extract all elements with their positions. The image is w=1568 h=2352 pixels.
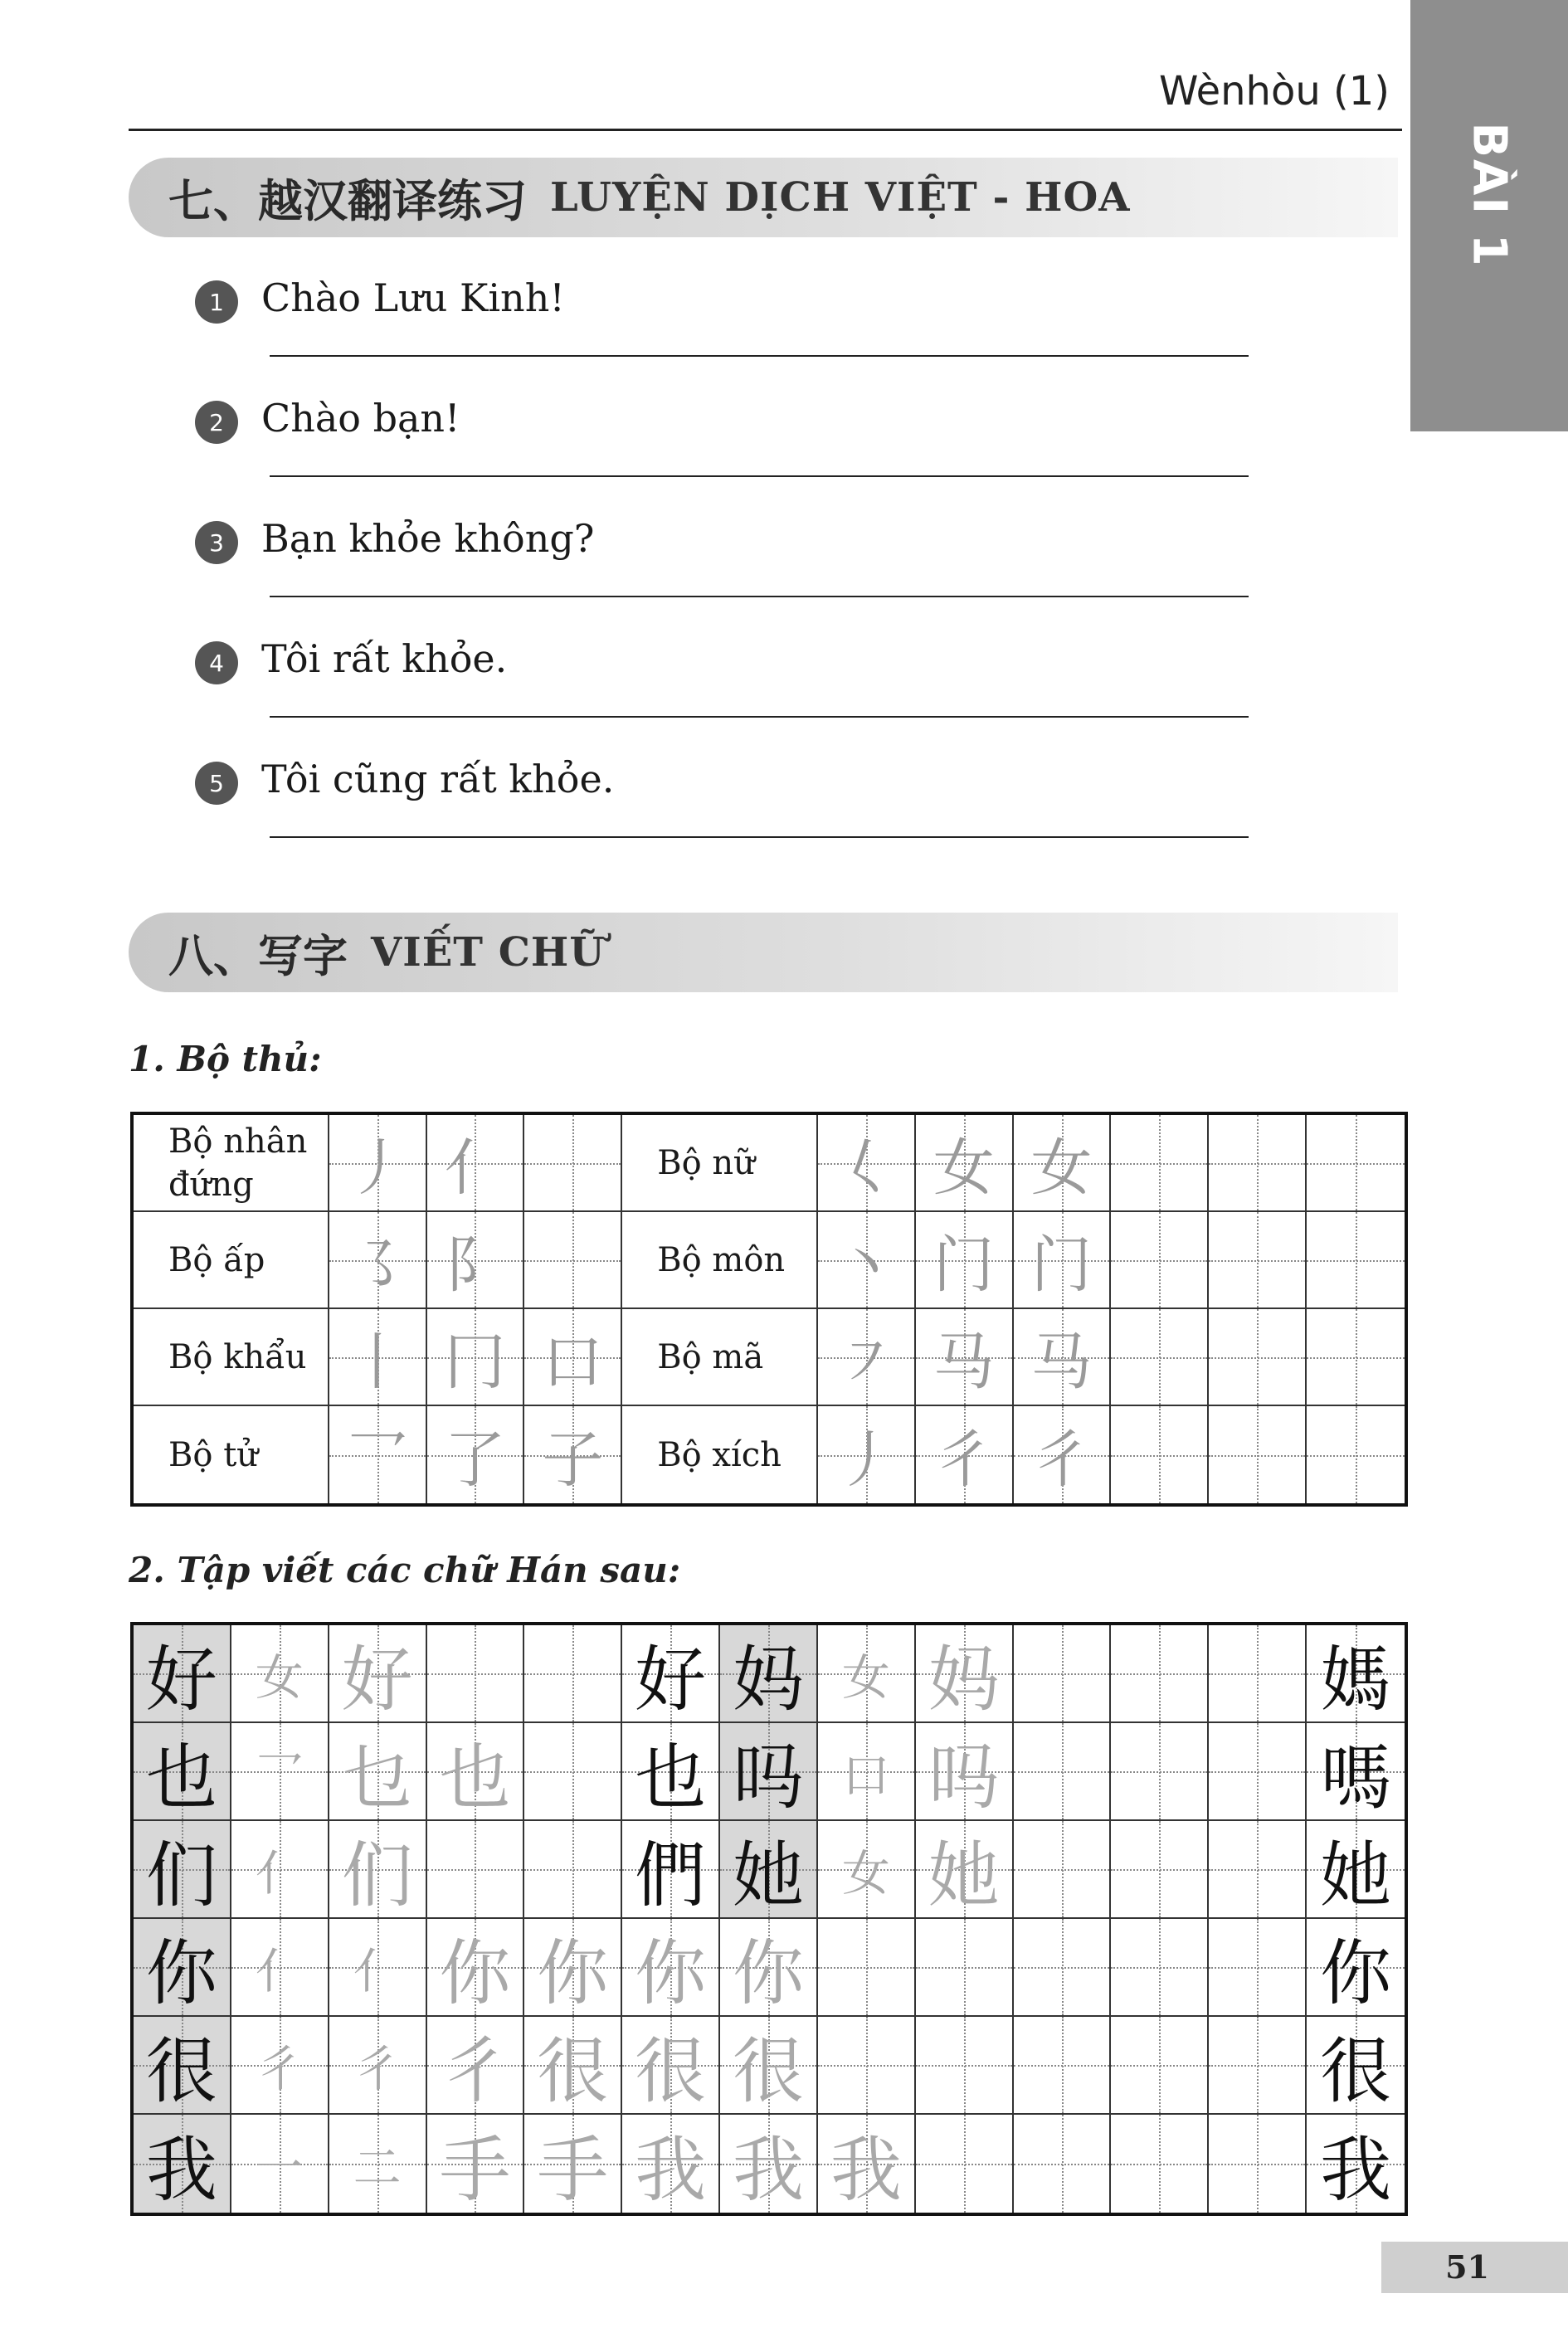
hanzi-cell[interactable]	[916, 1821, 1014, 1919]
hanzi-cell[interactable]	[622, 1919, 720, 2017]
hanzi-cell[interactable]	[1307, 1625, 1405, 1723]
practice-cell[interactable]	[1111, 1212, 1209, 1309]
stroke-order-glyph: 马	[933, 1326, 995, 1398]
practice-cell[interactable]	[1014, 1625, 1112, 1723]
item-sentence: Tôi cũng rất khỏe.	[261, 757, 615, 801]
trace-character: 口	[841, 1747, 890, 1804]
hanzi-cell[interactable]	[329, 1625, 427, 1723]
answer-line[interactable]	[270, 836, 1249, 838]
trace-character: 也	[439, 1736, 511, 1819]
stroke-order-glyph: 阝	[444, 1229, 506, 1301]
item-sentence: Tôi rất khỏe.	[261, 636, 508, 681]
practice-cell[interactable]	[916, 2115, 1014, 2213]
model-character: 嗎	[1320, 1736, 1392, 1819]
hanzi-cell[interactable]	[622, 1821, 720, 1919]
trace-character: 很	[537, 2030, 609, 2113]
practice-cell[interactable]	[1209, 1723, 1307, 1821]
practice-cell[interactable]	[1209, 2017, 1307, 2115]
header-title: Wènhòu (1)	[1158, 68, 1390, 114]
trace-character: 她	[928, 1834, 1000, 1917]
section-7-title-zh: 七、越汉翻译练习	[168, 174, 527, 227]
hanzi-cell[interactable]	[720, 2017, 818, 2115]
hanzi-cell[interactable]	[818, 2115, 916, 2213]
model-character: 你	[1320, 1932, 1392, 2015]
hanzi-cell[interactable]	[1307, 2017, 1405, 2115]
stroke-cell[interactable]	[1014, 1406, 1112, 1503]
stroke-order-glyph: 丿	[346, 1132, 408, 1204]
hanzi-cell[interactable]	[818, 1625, 916, 1723]
trace-character: 你	[439, 1932, 511, 2015]
stroke-cell[interactable]	[1014, 1212, 1112, 1309]
page-number: 51	[1445, 2248, 1489, 2286]
hanzi-cell[interactable]	[720, 1625, 818, 1723]
hanzi-cell[interactable]	[231, 2115, 329, 2213]
model-character: 你	[145, 1932, 217, 2015]
stroke-order-glyph: 门	[933, 1229, 995, 1301]
practice-cell[interactable]	[1307, 1212, 1405, 1309]
hanzi-practice-grid	[130, 1622, 1408, 2216]
stroke-cell[interactable]	[1014, 1115, 1112, 1212]
answer-line[interactable]	[270, 355, 1249, 357]
trace-character: 我	[635, 2129, 707, 2212]
practice-cell[interactable]	[427, 1625, 525, 1723]
trace-character: 二	[353, 2140, 402, 2196]
practice-cell[interactable]	[1209, 1625, 1307, 1723]
answer-line[interactable]	[270, 716, 1249, 718]
radical-label: Bộ ấp	[134, 1212, 329, 1309]
stroke-cell[interactable]	[427, 1115, 525, 1212]
section-7-banner	[129, 158, 1398, 237]
hanzi-cell[interactable]	[427, 2115, 525, 2213]
model-character: 很	[1320, 2030, 1392, 2113]
model-character: 也	[635, 1736, 707, 1819]
hanzi-cell[interactable]	[231, 2017, 329, 2115]
hanzi-cell[interactable]	[134, 1821, 231, 1919]
hanzi-cell[interactable]	[818, 1821, 916, 1919]
radical-label: Bộ tử	[134, 1406, 329, 1503]
practice-cell[interactable]	[916, 2017, 1014, 2115]
stroke-cell[interactable]	[427, 1212, 525, 1309]
practice-cell[interactable]	[1111, 1406, 1209, 1503]
hanzi-cell[interactable]	[622, 2115, 720, 2213]
trace-character: 手	[439, 2129, 511, 2212]
stroke-order-glyph: 彳	[1030, 1424, 1093, 1496]
radical-label: Bộ nhân đứng	[134, 1115, 329, 1212]
trace-character: 亻	[255, 1845, 304, 1902]
practice-cell[interactable]	[1111, 1821, 1209, 1919]
trace-character: 一	[255, 2140, 304, 2196]
model-character: 我	[145, 2129, 217, 2212]
hanzi-cell[interactable]	[720, 1821, 818, 1919]
practice-cell[interactable]	[1307, 1406, 1405, 1503]
hanzi-cell[interactable]	[1307, 2115, 1405, 2213]
trace-character: 你	[732, 1932, 804, 2015]
trace-character: 彳	[353, 2041, 402, 2097]
trace-character: 我	[732, 2129, 804, 2212]
stroke-order-glyph: 彳	[933, 1424, 995, 1496]
model-character: 妈	[732, 1639, 804, 1721]
trace-character: 好	[341, 1639, 413, 1721]
model-character: 好	[635, 1639, 707, 1721]
stroke-cell[interactable]	[329, 1212, 427, 1309]
hanzi-cell[interactable]	[916, 1723, 1014, 1821]
hanzi-cell[interactable]	[134, 1625, 231, 1723]
stroke-order-glyph: 冂	[444, 1326, 506, 1398]
practice-cell[interactable]	[1111, 1625, 1209, 1723]
trace-character: 亻	[353, 1943, 402, 1999]
stroke-cell[interactable]	[427, 1309, 525, 1406]
section-8-banner	[129, 913, 1398, 992]
practice-cell[interactable]	[1209, 1406, 1307, 1503]
stroke-order-glyph: 子	[542, 1424, 604, 1496]
practice-cell[interactable]	[1111, 1919, 1209, 2017]
model-character: 她	[1320, 1834, 1392, 1917]
practice-cell[interactable]	[1014, 2017, 1112, 2115]
model-character: 也	[145, 1736, 217, 1819]
trace-character: 我	[830, 2129, 902, 2212]
stroke-order-glyph: 女	[933, 1132, 995, 1204]
practice-cell[interactable]	[1111, 1115, 1209, 1212]
stroke-order-glyph: 口	[542, 1326, 604, 1398]
trace-character: 你	[635, 1932, 707, 2015]
item-number: 5	[195, 762, 238, 805]
item-sentence: Bạn khỏe không?	[261, 516, 595, 561]
hanzi-cell[interactable]	[720, 1723, 818, 1821]
practice-cell[interactable]	[1111, 1309, 1209, 1406]
item-number: 1	[195, 280, 238, 324]
practice-cell[interactable]	[1111, 2017, 1209, 2115]
trace-character: 们	[341, 1834, 413, 1917]
model-character: 很	[145, 2030, 217, 2113]
hanzi-cell[interactable]	[720, 1919, 818, 2017]
stroke-cell[interactable]	[427, 1406, 525, 1503]
stroke-order-glyph: ㇌	[346, 1229, 408, 1301]
practice-cell[interactable]	[524, 1821, 622, 1919]
hanzi-cell[interactable]	[1307, 1821, 1405, 1919]
hanzi-cell[interactable]	[134, 1723, 231, 1821]
practice-cell[interactable]	[427, 1821, 525, 1919]
hanzi-cell[interactable]	[231, 1919, 329, 2017]
stroke-order-glyph: ㇇	[835, 1326, 897, 1398]
item-sentence: Chào bạn!	[261, 396, 460, 441]
practice-cell[interactable]	[1209, 1821, 1307, 1919]
stroke-cell[interactable]	[818, 1406, 916, 1503]
section-8-title-vi: VIẾT CHỮ	[371, 929, 606, 976]
stroke-cell[interactable]	[524, 1406, 622, 1503]
hanzi-cell[interactable]	[427, 1919, 525, 2017]
stroke-order-glyph: 𡿨	[835, 1132, 897, 1204]
stroke-cell[interactable]	[818, 1212, 916, 1309]
stroke-cell[interactable]	[818, 1309, 916, 1406]
hanzi-cell[interactable]	[1307, 1919, 1405, 2017]
stroke-cell[interactable]	[916, 1115, 1014, 1212]
hanzi-cell[interactable]	[329, 1821, 427, 1919]
model-character: 媽	[1320, 1639, 1392, 1721]
practice-cell[interactable]	[818, 2017, 916, 2115]
model-character: 吗	[732, 1736, 804, 1819]
header-rule	[129, 129, 1402, 131]
practice-cell[interactable]	[1209, 1919, 1307, 2017]
stroke-order-glyph: 马	[1030, 1326, 1093, 1398]
stroke-cell[interactable]	[329, 1406, 427, 1503]
stroke-cell[interactable]	[524, 1309, 622, 1406]
practice-cell[interactable]	[916, 1919, 1014, 2017]
trace-character: 吗	[928, 1736, 1000, 1819]
item-number: 3	[195, 521, 238, 564]
practice-cell[interactable]	[1209, 1212, 1307, 1309]
stroke-order-glyph: 丿	[835, 1424, 897, 1496]
model-character: 我	[1320, 2129, 1392, 2212]
radical-label: Bộ môn	[622, 1212, 818, 1309]
practice-cell[interactable]	[1209, 1115, 1307, 1212]
practice-cell[interactable]	[1014, 1723, 1112, 1821]
hanzi-cell[interactable]	[231, 1625, 329, 1723]
hanzi-cell[interactable]	[622, 1723, 720, 1821]
hanzi-cell[interactable]	[329, 1919, 427, 2017]
hanzi-cell[interactable]	[134, 1919, 231, 2017]
trace-character: 乜	[341, 1736, 413, 1819]
stroke-order-glyph: 乛	[346, 1424, 408, 1496]
hanzi-cell[interactable]	[231, 1723, 329, 1821]
practice-cell[interactable]	[1307, 1309, 1405, 1406]
trace-character: 彳	[439, 2030, 511, 2113]
hanzi-cell[interactable]	[720, 2115, 818, 2213]
hanzi-cell[interactable]	[329, 2017, 427, 2115]
stroke-cell[interactable]	[916, 1212, 1014, 1309]
section-8-title-zh: 八、写字	[168, 929, 348, 982]
hanzi-cell[interactable]	[134, 2017, 231, 2115]
item-sentence: Chào Lưu Kinh!	[261, 275, 565, 320]
practice-cell[interactable]	[1307, 1115, 1405, 1212]
trace-character: 乛	[255, 1747, 304, 1804]
practice-cell[interactable]	[1209, 1309, 1307, 1406]
stroke-cell[interactable]	[524, 1115, 622, 1212]
hanzi-cell[interactable]	[524, 2115, 622, 2213]
hanzi-cell[interactable]	[231, 1821, 329, 1919]
practice-cell[interactable]	[1014, 2115, 1112, 2213]
hanzi-cell[interactable]	[134, 2115, 231, 2213]
practice-cell[interactable]	[1209, 2115, 1307, 2213]
trace-character: 很	[732, 2030, 804, 2113]
hanzi-cell[interactable]	[427, 2017, 525, 2115]
hanzi-cell[interactable]	[1307, 1723, 1405, 1821]
trace-character: 女	[255, 1649, 304, 1706]
hanzi-cell[interactable]	[329, 1723, 427, 1821]
hanzi-cell[interactable]	[329, 2115, 427, 2213]
answer-line[interactable]	[270, 596, 1249, 597]
item-number: 2	[195, 401, 238, 444]
lesson-tab-label: BÀI 1	[1462, 122, 1517, 268]
trace-character: 很	[635, 2030, 707, 2113]
stroke-order-glyph: 亻	[444, 1132, 506, 1204]
trace-character: 妈	[928, 1639, 1000, 1721]
stroke-cell[interactable]	[1014, 1309, 1112, 1406]
trace-character: 女	[841, 1845, 890, 1902]
hanzi-cell[interactable]	[818, 1723, 916, 1821]
practice-cell[interactable]	[524, 1723, 622, 1821]
model-character: 她	[732, 1834, 804, 1917]
model-character: 好	[145, 1639, 217, 1721]
stroke-cell[interactable]	[524, 1212, 622, 1309]
radical-label: Bộ khẩu	[134, 1309, 329, 1406]
stroke-cell[interactable]	[329, 1115, 427, 1212]
stroke-cell[interactable]	[329, 1309, 427, 1406]
stroke-order-glyph: 了	[444, 1424, 506, 1496]
practice-cell[interactable]	[524, 1625, 622, 1723]
trace-character: 女	[841, 1649, 890, 1706]
lesson-tab	[1410, 0, 1568, 431]
stroke-cell[interactable]	[818, 1115, 916, 1212]
stroke-order-glyph: 女	[1030, 1132, 1093, 1204]
radical-label: Bộ nữ	[622, 1115, 818, 1212]
trace-character: 你	[537, 1932, 609, 2015]
stroke-order-glyph: 丶	[835, 1229, 897, 1301]
trace-character: 手	[537, 2129, 609, 2212]
hanzi-cell[interactable]	[524, 1919, 622, 2017]
hanzi-cell[interactable]	[622, 2017, 720, 2115]
hanzi-practice-subheading: 2. Tập viết các chữ Hán sau:	[129, 1550, 681, 1590]
practice-cell[interactable]	[1014, 1821, 1112, 1919]
practice-cell[interactable]	[1111, 2115, 1209, 2213]
model-character: 们	[145, 1834, 217, 1917]
section-7-title-vi: LUYỆN DỊCH VIỆT - HOA	[550, 174, 1131, 221]
practice-cell[interactable]	[1014, 1919, 1112, 2017]
trace-character: 亻	[255, 1943, 304, 1999]
practice-cell[interactable]	[818, 1919, 916, 2017]
model-character: 們	[635, 1834, 707, 1917]
hanzi-cell[interactable]	[524, 2017, 622, 2115]
practice-cell[interactable]	[1111, 1723, 1209, 1821]
trace-character: 彳	[255, 2041, 304, 2097]
stroke-cell[interactable]	[916, 1309, 1014, 1406]
hanzi-cell[interactable]	[916, 1625, 1014, 1723]
radical-label: Bộ mã	[622, 1309, 818, 1406]
item-number: 4	[195, 641, 238, 684]
radicals-table	[130, 1112, 1408, 1507]
radical-label: Bộ xích	[622, 1406, 818, 1503]
stroke-order-glyph: 门	[1030, 1229, 1093, 1301]
radicals-subheading: 1. Bộ thủ:	[129, 1039, 322, 1079]
stroke-cell[interactable]	[916, 1406, 1014, 1503]
hanzi-cell[interactable]	[622, 1625, 720, 1723]
answer-line[interactable]	[270, 475, 1249, 477]
stroke-order-glyph: 丨	[346, 1326, 408, 1398]
hanzi-cell[interactable]	[427, 1723, 525, 1821]
